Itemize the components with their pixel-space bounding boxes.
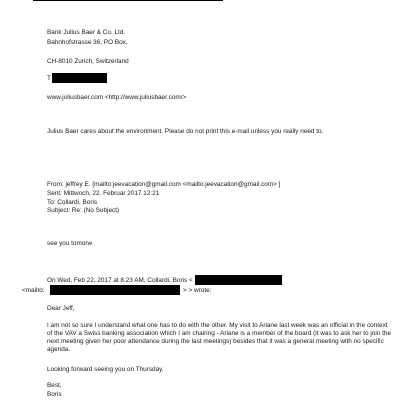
environment-note: Julius Baer cares about the environment. Please do not print this e-mail unless you really need to. [47,128,324,135]
header-from: From: jeffrey E. [mailto:jeevacation@gmail.com <mailto:jeevacation@gmail.com> ] [47,181,281,188]
bank-city: CH-8010 Zurich, Switzerland [47,58,129,65]
reply-text: see you tomorw [47,240,93,247]
greeting: Dear Jeff, [47,305,75,312]
header-to: To: Collardi, Boris [47,199,98,206]
header-subject: Subject: Re: (No Subject) [47,207,120,214]
bank-website-link[interactable]: www.juliusbaer.com <http://www.juliusbaer.com/> [47,94,187,101]
bank-name: Bank Julius Baer & Co. Ltd. [47,29,126,36]
signoff: Best, [47,382,62,389]
bank-street: Bahnhofstrasse 36, PO Box, [47,39,128,46]
redaction-email-1 [195,275,282,285]
redaction-email-2 [50,285,180,295]
header-sent: Sent: Mittwoch, 22. Februar 2017 12:21 [47,190,160,197]
top-divider [33,0,223,1]
phone-prefix: T [47,75,51,82]
signature: Boris [47,391,62,398]
quote-wrote: > > wrote: [183,287,212,294]
redaction-phone [52,73,107,83]
body-paragraph: I am not so sure I understand what one has to do with the other. My visit to Ariane last week was an official in the context of the VAV a Swiss banking association which I am chairing - Ariane is a member of the board (it was to ask her to join the next meeting given her poor attendance during the last meetings) besides that it was a general meeting with no specific agenda. [47,322,391,353]
closing-line: Looking forward seeing you on Thursday. [47,366,164,373]
quote-mailto-prefix: <mailto: [22,287,45,294]
quote-on-line: On Wed, Feb 22, 2017 at 8:23 AM, Collardi, Boris < [47,277,193,284]
